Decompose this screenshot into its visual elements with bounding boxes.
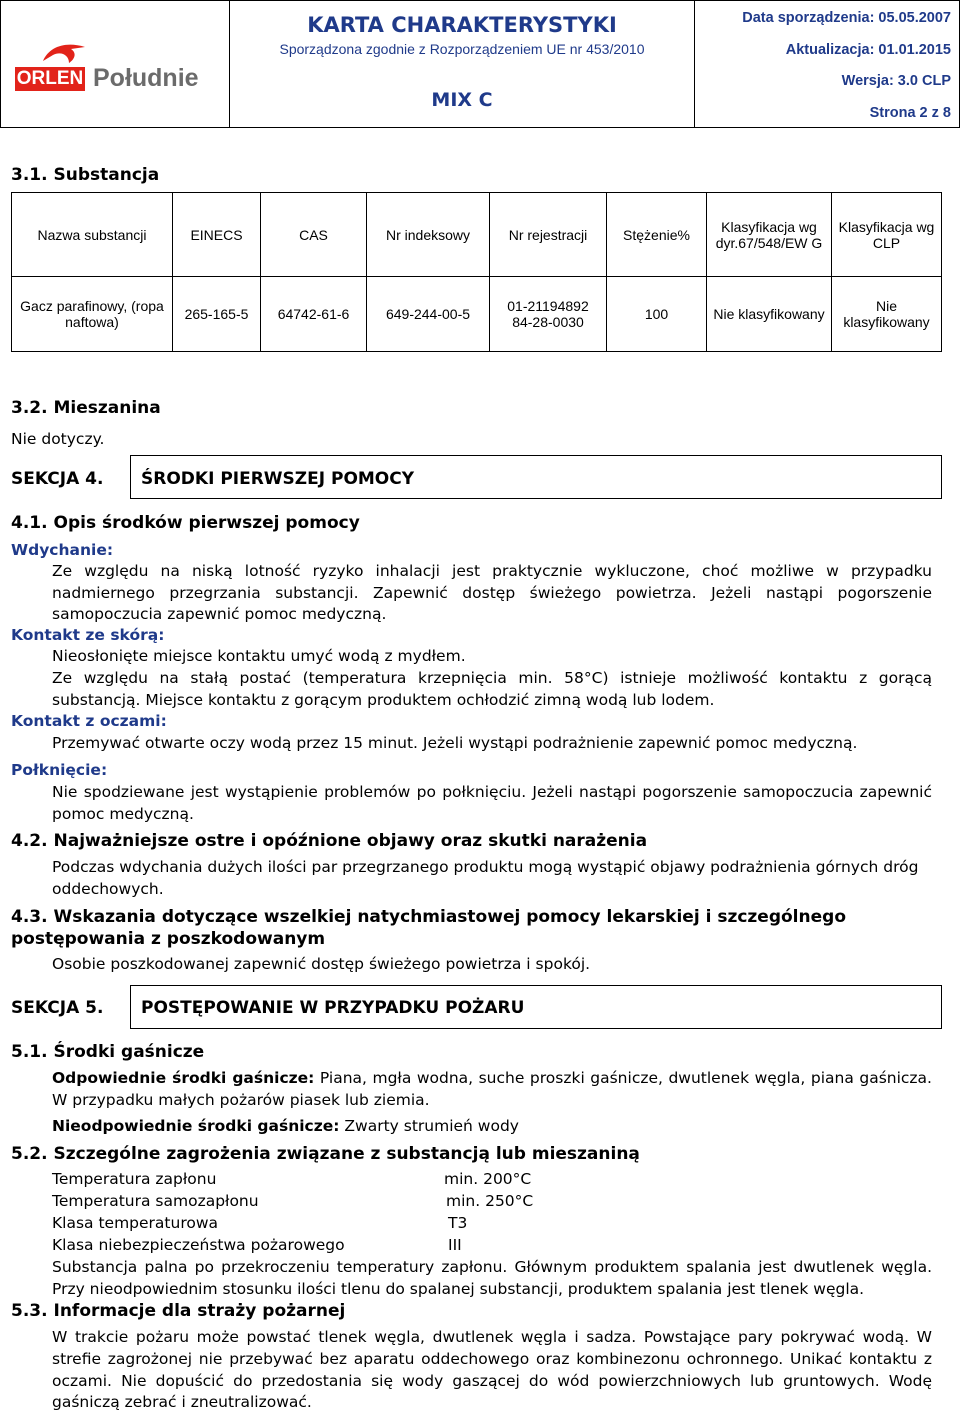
firefighters-text: W trakcie pożaru może powstać tlenek węgla, dwutlenek węgla i sadza. Powstające pary pokrywać wodą. W strefie zagrożonej nie przebywać bez aparatu oddechowego oraz kombinezonu ochronnego. Unikać kontaktu z oczami. Nie dopuścić do przedostania się wody gaszącej do wód powierzchniowych lub gruntowych. Wodę gaśniczą zebrać i zneutralizować. bbox=[52, 1328, 932, 1412]
heading-5-3: 5.3. Informacje dla straży pożarnej bbox=[11, 1301, 346, 1321]
prop-value: min. 250°C bbox=[446, 1192, 534, 1210]
section-5-number: SEKCJA 5. bbox=[11, 998, 104, 1018]
orlen-eagle-icon bbox=[41, 41, 87, 65]
heading-4-1: 4.1. Opis środków pierwszej pomocy bbox=[11, 513, 360, 533]
heading-5-2: 5.2. Szczególne zagrożenia związane z substancją lub mieszaniną bbox=[11, 1144, 640, 1164]
substance-table bbox=[11, 192, 942, 352]
col-einecs: EINECS bbox=[173, 193, 261, 277]
meta-cell bbox=[695, 1, 960, 128]
unsuitable-extinguishing bbox=[52, 1117, 519, 1135]
company-name: Południe bbox=[93, 64, 199, 92]
prop-value: T3 bbox=[448, 1214, 468, 1232]
title-cell bbox=[230, 1, 695, 128]
cell-substance-name: Gacz parafinowy, (ropa naftowa) bbox=[12, 277, 173, 352]
prop-name: Klasa niebezpieczeństwa pożarowego bbox=[52, 1236, 345, 1254]
inhalation-text: Ze względu na niską lotność ryzyko inhalacji jest praktycznie wykluczone, choć możliwe w przypadku nadmiernego przegrzania substancji. Zapewnić dostęp świeżego powietrza. Jeżeli nastąpi pogorszenie samopoczucia zapewnić pomoc medyczną. bbox=[52, 562, 932, 623]
cell-registration-no: 01-2119489284-28-0030 bbox=[490, 277, 607, 352]
suitable-text: Piana, mgła wodna, suche proszki gaśnicze, dwutlenek węgla, piana gaśnicza. W przypadku małych pożarów piasek lub ziemia. bbox=[52, 1069, 932, 1109]
cell-index-no: 649-244-00-5 bbox=[367, 277, 490, 352]
mixture-text: Nie dotyczy. bbox=[11, 430, 105, 448]
unsuitable-label: Nieodpowiednie środki gaśnicze: bbox=[52, 1117, 340, 1135]
suitable-extinguishing bbox=[52, 1068, 932, 1111]
prop-value: min. 200°C bbox=[444, 1170, 532, 1188]
col-dsd-classification: Klasyfikacja wg dyr.67/548/EW G bbox=[707, 193, 832, 277]
cell-dsd-classification: Nie klasyfikowany bbox=[707, 277, 832, 352]
prop-name: Klasa temperaturowa bbox=[52, 1214, 219, 1232]
update-date: Aktualizacja: 01.01.2015 bbox=[785, 42, 951, 58]
unsuitable-text: Zwarty strumień wody bbox=[344, 1117, 519, 1135]
heading-5-1: 5.1. Środki gaśnicze bbox=[11, 1042, 205, 1062]
prop-name: Temperatura zapłonu bbox=[52, 1170, 217, 1188]
prop-name: Temperatura samozapłonu bbox=[52, 1192, 259, 1210]
col-clp-classification: Klasyfikacja wg CLP bbox=[832, 193, 942, 277]
skin-contact-text-2: Ze względu na stałą postać (temperatura krzepnięcia min. 58°C) istnieje możliwość kontaktu z gorącą substancją. Miejsce kontaktu z gorącym produktem ochłodzić zimną wodą lub lodem. bbox=[52, 669, 932, 709]
document-title: KARTA CHARAKTERYSTYKI bbox=[307, 13, 617, 37]
ingestion-text: Nie spodziewane jest wystąpienie problemów po połknięciu. Jeżeli nastąpi pogorszenie samopoczucia zapewnić pomoc medyczną. bbox=[52, 783, 932, 823]
cell-einecs: 265-165-5 bbox=[173, 277, 261, 352]
symptoms-text: Podczas wdychania dużych ilości par przegrzanego produktu mogą wystąpić objawy podrażnienia górnych dróg oddechowych. bbox=[52, 858, 919, 898]
heading-3-1: 3.1. Substancja bbox=[11, 165, 160, 185]
cell-cas: 64742-61-6 bbox=[261, 277, 367, 352]
medical-attention-text: Osobie poszkodowanej zapewnić dostęp świeżego powietrza i spokój. bbox=[52, 955, 591, 973]
table-header-row bbox=[12, 193, 942, 277]
eye-contact-text: Przemywać otwarte oczy wodą przez 15 minut. Jeżeli wystąpi podrażnienie zapewnić pomoc medyczną. bbox=[52, 734, 858, 752]
heading-4-2: 4.2. Najważniejsze ostre i opóźnione objawy oraz skutki narażenia bbox=[11, 831, 648, 851]
heading-3-2: 3.2. Mieszanina bbox=[11, 398, 161, 418]
col-substance-name: Nazwa substancji bbox=[12, 193, 173, 277]
document-header bbox=[0, 0, 960, 128]
hazards-text: Substancja palna po przekroczeniu temperatury zapłonu. Głównym produktem spalania jest dwutlenek węgla. Przy nieodpowiednim stosunku ilości tlenu do spalanej substancji, produktem spalania jest tlenek węgla. bbox=[52, 1258, 932, 1298]
col-registration-no: Nr rejestracji bbox=[490, 193, 607, 277]
inhalation-label: Wdychanie: bbox=[11, 541, 114, 559]
col-concentration: Stężenie% bbox=[607, 193, 707, 277]
cell-concentration: 100 bbox=[607, 277, 707, 352]
skin-contact-text-1: Nieosłonięte miejsce kontaktu umyć wodą z mydłem. bbox=[52, 647, 466, 665]
table-row bbox=[12, 277, 942, 352]
logo-cell bbox=[1, 1, 230, 128]
page-number: Strona 2 z 8 bbox=[869, 105, 951, 121]
eye-contact-label: Kontakt z oczami: bbox=[11, 712, 167, 730]
skin-contact-label: Kontakt ze skórą: bbox=[11, 626, 165, 644]
col-index-no: Nr indeksowy bbox=[367, 193, 490, 277]
section-4-number: SEKCJA 4. bbox=[11, 469, 104, 489]
col-cas: CAS bbox=[261, 193, 367, 277]
ingestion-label: Połknięcie: bbox=[11, 761, 108, 779]
section-5-title: POSTĘPOWANIE W PRZYPADKU POŻARU bbox=[141, 998, 525, 1018]
cell-clp-classification: Nie klasyfikowany bbox=[832, 277, 942, 352]
orlen-logo: ORLEN bbox=[16, 68, 84, 89]
product-name: MIX C bbox=[431, 89, 493, 111]
section-4-title: ŚRODKI PIERWSZEJ POMOCY bbox=[141, 469, 415, 489]
heading-4-3: 4.3. Wskazania dotyczące wszelkiej natychmiastowej pomocy lekarskiej i szczególnego postępowania z poszkodowanym bbox=[11, 907, 846, 949]
prop-value: III bbox=[448, 1236, 462, 1254]
regulation-subtitle: Sporządzona zgodnie z Rozporządzeniem UE nr 453/2010 bbox=[279, 41, 645, 57]
version: Wersja: 3.0 CLP bbox=[841, 73, 951, 89]
suitable-label: Odpowiednie środki gaśnicze: bbox=[52, 1069, 315, 1087]
creation-date: Data sporządzenia: 05.05.2007 bbox=[742, 10, 951, 26]
